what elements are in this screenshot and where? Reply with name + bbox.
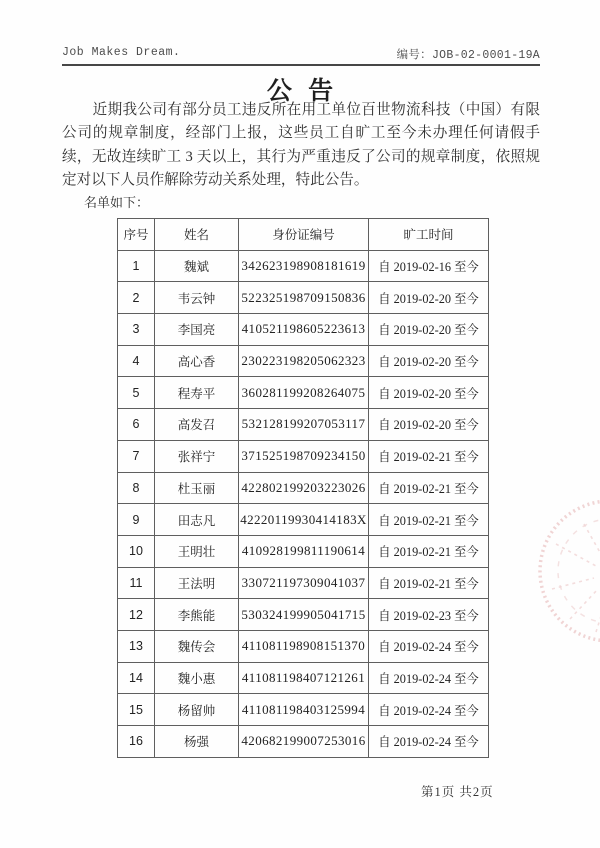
table-cell-id-number: 42220119930414183X (239, 504, 369, 536)
table-cell-absence-period: 自 2019-02-24 至今 (369, 662, 489, 694)
table-cell-id-number: 230223198205062323 (239, 345, 369, 377)
table-cell-name: 王明壮 (155, 535, 239, 567)
table-cell-seq: 15 (118, 694, 155, 726)
table-cell-absence-period: 自 2019-02-20 至今 (369, 282, 489, 314)
table-cell-name: 杨留帅 (155, 694, 239, 726)
table-row (118, 726, 489, 758)
table-cell-absence-period: 自 2019-02-24 至今 (369, 630, 489, 662)
table-cell-absence-period: 自 2019-02-21 至今 (369, 535, 489, 567)
table-cell-absence-period: 自 2019-02-20 至今 (369, 377, 489, 409)
table-cell-seq: 5 (118, 377, 155, 409)
table-cell-seq: 6 (118, 409, 155, 441)
header-divider (62, 64, 540, 66)
table-row (118, 282, 489, 314)
table-cell-id-number: 420682199007253016 (239, 726, 369, 758)
table-cell-name: 魏斌 (155, 250, 239, 282)
table-row (118, 409, 489, 441)
letterhead-slogan: Job Makes Dream. (62, 46, 181, 59)
table-cell-id-number: 330721197309041037 (239, 567, 369, 599)
absentee-roster-table (117, 218, 489, 758)
table-cell-absence-period: 自 2019-02-23 至今 (369, 599, 489, 631)
table-row (118, 440, 489, 472)
table-row (118, 250, 489, 282)
table-cell-id-number: 532128199207053117 (239, 409, 369, 441)
list-intro: 名单如下： (84, 195, 150, 210)
table-cell-id-number: 410521198605223613 (239, 314, 369, 346)
table-cell-name: 高发召 (155, 409, 239, 441)
table-cell-name: 田志凡 (155, 504, 239, 536)
table-cell-absence-period: 自 2019-02-20 至今 (369, 314, 489, 346)
page-indicator: 第1页 共2页 (421, 785, 494, 799)
table-cell-absence-period: 自 2019-02-24 至今 (369, 726, 489, 758)
table-cell-absence-period: 自 2019-02-21 至今 (369, 440, 489, 472)
table-cell-seq: 13 (118, 630, 155, 662)
table-column-header: 旷工时间 (369, 219, 489, 251)
table-cell-id-number: 422802199203223026 (239, 472, 369, 504)
table-cell-name: 王法明 (155, 567, 239, 599)
table-cell-id-number: 530324199905041715 (239, 599, 369, 631)
table-cell-absence-period: 自 2019-02-21 至今 (369, 472, 489, 504)
table-row (118, 314, 489, 346)
table-row (118, 504, 489, 536)
notice-title: 公 告 (266, 78, 334, 105)
table-cell-id-number: 411081198908151370 (239, 630, 369, 662)
table-cell-seq: 8 (118, 472, 155, 504)
table-cell-absence-period: 自 2019-02-21 至今 (369, 567, 489, 599)
table-cell-id-number: 342623198908181619 (239, 250, 369, 282)
table-cell-absence-period: 自 2019-02-20 至今 (369, 409, 489, 441)
table-cell-seq: 3 (118, 314, 155, 346)
table-cell-seq: 11 (118, 567, 155, 599)
table-cell-name: 李国亮 (155, 314, 239, 346)
doc-number: 编号：JOB-02-0001-19A (396, 49, 540, 62)
table-cell-id-number: 360281199208264075 (239, 377, 369, 409)
table-cell-id-number: 410928199811190614 (239, 535, 369, 567)
table-row (118, 567, 489, 599)
table-column-header: 身份证编号 (239, 219, 369, 251)
table-cell-seq: 12 (118, 599, 155, 631)
table-cell-id-number: 371525198709234150 (239, 440, 369, 472)
table-cell-absence-period: 自 2019-02-20 至今 (369, 345, 489, 377)
table-row (118, 535, 489, 567)
table-cell-name: 程寿平 (155, 377, 239, 409)
table-cell-name: 高心香 (155, 345, 239, 377)
table-cell-id-number: 522325198709150836 (239, 282, 369, 314)
table-row (118, 377, 489, 409)
table-cell-seq: 1 (118, 250, 155, 282)
table-cell-name: 魏传会 (155, 630, 239, 662)
table-row (118, 694, 489, 726)
notice-body-paragraph: 近期我公司有部分员工违反所在用工单位百世物流科技（中国）有限公司的规章制度，经部门上报，这些员工自旷工至今未办理任何请假手续，无故连续旷工 3 天以上，其行为严重违反了公司的规章制度，依照规定对以下人员作解除劳动关系处理，特此公告。 (62, 102, 540, 188)
table-header-row (118, 219, 489, 251)
company-seal-icon (536, 494, 600, 654)
table-cell-name: 张祥宁 (155, 440, 239, 472)
table-column-header: 序号 (118, 219, 155, 251)
table-cell-name: 杜玉丽 (155, 472, 239, 504)
table-cell-id-number: 411081198403125994 (239, 694, 369, 726)
table-row (118, 662, 489, 694)
table-cell-seq: 16 (118, 726, 155, 758)
table-cell-name: 杨强 (155, 726, 239, 758)
table-cell-seq: 4 (118, 345, 155, 377)
table-row (118, 472, 489, 504)
table-cell-name: 魏小惠 (155, 662, 239, 694)
table-cell-name: 韦云钟 (155, 282, 239, 314)
table-cell-seq: 14 (118, 662, 155, 694)
table-row (118, 345, 489, 377)
table-cell-absence-period: 自 2019-02-16 至今 (369, 250, 489, 282)
table-cell-seq: 2 (118, 282, 155, 314)
table-cell-seq: 9 (118, 504, 155, 536)
table-row (118, 599, 489, 631)
table-cell-seq: 7 (118, 440, 155, 472)
table-cell-absence-period: 自 2019-02-21 至今 (369, 504, 489, 536)
table-cell-absence-period: 自 2019-02-24 至今 (369, 694, 489, 726)
table-row (118, 630, 489, 662)
table-cell-id-number: 411081198407121261 (239, 662, 369, 694)
table-cell-seq: 10 (118, 535, 155, 567)
table-cell-name: 李熊能 (155, 599, 239, 631)
table-body (118, 250, 489, 757)
table-column-header: 姓名 (155, 219, 239, 251)
